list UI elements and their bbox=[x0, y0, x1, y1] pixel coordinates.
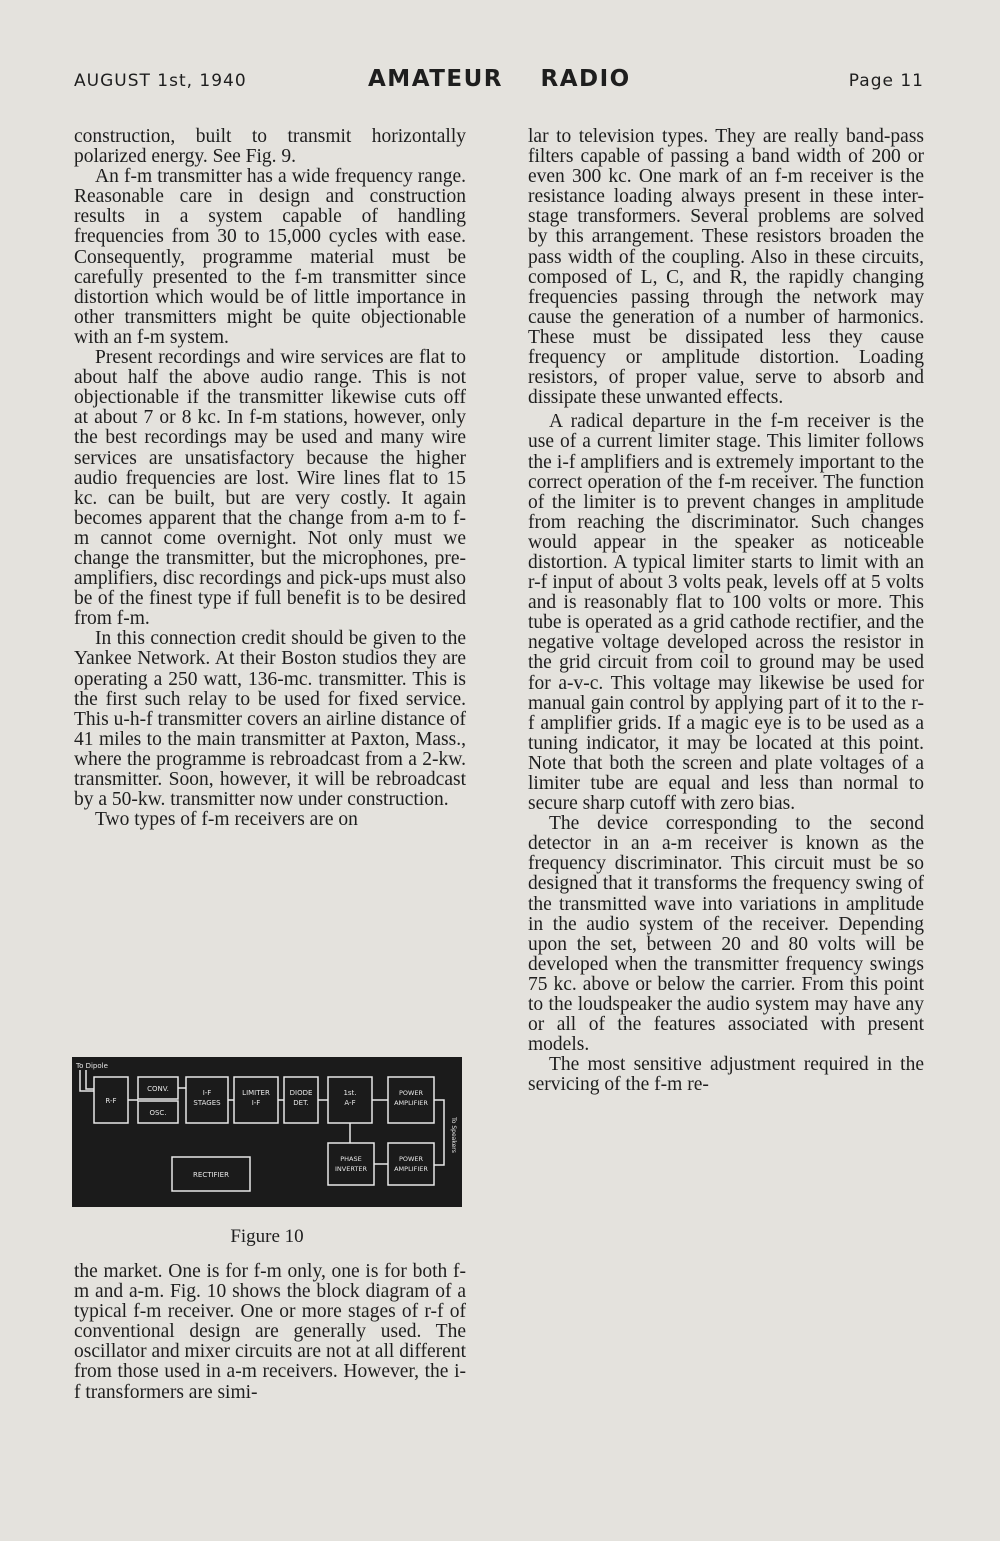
paragraph: A radical departure in the f-m receiver is the use of a current limiter stage. This limiter follows the i-f amplifiers and is extremely important to the correct operation of the f-m receiver. The function of the limiter is to prevent changes in amplitude from reaching the discriminator. Such changes would appear in the speaker as noticeable distortion. A typical limiter starts to limit with an r-f input of about 3 volts peak, levels off at 5 volts and is reasonably flat to 100 volts or more. This tube is operated as a grid cathode rectifier, and the negative voltage developed across the resistor in the grid circuit from coil to ground may be used for a-v-c. This voltage may likewise be used for manual gain control by applying part of it to the r-f amplifier grids. If a magic eye is to be used as a tuning indicator, it may be located at this point. Note that both the screen and plate voltages of a limiter tube are equal and less than normal to secure sharp cutoff with zero bias. bbox=[528, 411, 924, 815]
paragraph: The most sensitive adjustment required in the servicing of the f-m re- bbox=[528, 1054, 924, 1096]
power-amplifier-block-2 bbox=[388, 1143, 434, 1185]
svg-text:RECTIFIER: RECTIFIER bbox=[193, 1171, 229, 1179]
svg-text:OSC.: OSC. bbox=[149, 1109, 167, 1117]
page-number: Page 11 bbox=[848, 71, 924, 91]
speakers-label: To Speakers bbox=[450, 1117, 457, 1153]
left-column-bottom bbox=[74, 1262, 466, 1403]
svg-text:LIMITER: LIMITER bbox=[242, 1089, 270, 1097]
paragraph: construction, built to transmit horizontally polarized energy. See Fig. 9. bbox=[74, 126, 466, 168]
svg-text:I-F: I-F bbox=[251, 1099, 261, 1107]
svg-text:AMPLIFIER: AMPLIFIER bbox=[394, 1165, 428, 1173]
svg-text:I-F: I-F bbox=[202, 1089, 212, 1097]
rectifier-block bbox=[172, 1157, 250, 1191]
diode-detector-block bbox=[284, 1077, 318, 1123]
svg-text:DET.: DET. bbox=[293, 1099, 309, 1107]
svg-text:POWER: POWER bbox=[398, 1089, 424, 1097]
if-stages-block bbox=[186, 1077, 228, 1123]
dipole-label: To Dipole bbox=[76, 1062, 108, 1070]
converter-block bbox=[138, 1077, 178, 1099]
paragraph: The device corresponding to the second detector in an a-m receiver is known as the frequency discriminator. This circuit must be so designed that it transforms the frequency swing of the transmitted wave into variations in amplitude in the audio system of the receiver. Depending upon the set, between 20 and 80 volts will be developed when the transmitter frequency swings 75 kc. above or below the carrier. From this point to the loudspeaker the audio system may have any or all of the features associated with present models. bbox=[528, 813, 924, 1056]
figure-caption: Figure 10 bbox=[230, 1226, 304, 1247]
phase-inverter-block bbox=[328, 1143, 374, 1185]
svg-text:A-F: A-F bbox=[344, 1099, 356, 1107]
svg-text:STAGES: STAGES bbox=[193, 1099, 221, 1107]
svg-text:DIODE: DIODE bbox=[289, 1089, 313, 1097]
issue-date: AUGUST 1st, 1940 bbox=[74, 71, 247, 91]
paragraph: the market. One is for f-m only, one is for both f-m and a-m. Fig. 10 shows the block diagram of a typical f-m receiver. One or more stages of r-f of conventional design are generally used. The oscillator and mixer circuits are not at all different from those used in a-m receivers. However, the i-f transformers are simi- bbox=[74, 1261, 466, 1403]
right-column bbox=[528, 127, 924, 1096]
paragraph: In this connection credit should be given to the Yankee Network. At their Boston studios they are operating a 250 watt, 136-mc. transmitter. This is the first such relay to be used for fixed service. This u-h-f transmitter covers an airline distance of 41 miles to the main transmitter at Paxton, Mass., where the programme is rebroadcast from a 2-kw. transmitter. Soon, however, it will be rebroadcast by a 50-kw. transmitter now under construction. bbox=[74, 628, 466, 811]
svg-text:PHASE: PHASE bbox=[340, 1155, 362, 1163]
first-af-block bbox=[328, 1077, 372, 1123]
oscillator-block bbox=[138, 1101, 178, 1123]
page-header bbox=[74, 66, 924, 100]
svg-text:CONV.: CONV. bbox=[147, 1085, 169, 1093]
block-diagram-figure bbox=[72, 1057, 462, 1207]
paragraph: An f-m transmitter has a wide frequency range. Reasonable care in design and construction results in a system capable of handling frequencies from 30 to 15,000 cycles with ease. Consequently, programme material must be carefully presented to the f-m transmitter since distortion which would be of little importance in other transmitters might be quite objectionable with an f-m system. bbox=[74, 166, 466, 348]
svg-text:1st.: 1st. bbox=[343, 1089, 357, 1097]
svg-text:AMPLIFIER: AMPLIFIER bbox=[394, 1099, 428, 1107]
svg-text:INVERTER: INVERTER bbox=[335, 1165, 367, 1173]
svg-text:POWER: POWER bbox=[398, 1155, 424, 1163]
paragraph: Present recordings and wire services are flat to about half the above audio range. This is not objectionable if the transmitter likewise cuts off at about 7 or 8 kc. In f-m stations, however, only the best recordings may be used and many wire services are unsatisfactory because the higher audio frequencies are lost. Wire lines flat to 15 kc. can be built, but are very costly. It again becomes apparent that the change from a-m to f-m cannot come overnight. Not only must we change the transmitter, but the microphones, pre-amplifiers, disc recordings and pick-ups must also be of the finest type if full benefit is to be desired from f-m. bbox=[74, 347, 466, 630]
power-amplifier-block bbox=[388, 1077, 434, 1123]
paragraph: Two types of f-m receivers are on bbox=[95, 809, 358, 831]
paragraph: lar to television types. They are really band-pass filters capable of passing a band width of 200 or even 300 kc. One mark of an f-m receiver is the resistance loading always present in these inter-stage transformers. Several problems are solved by this arrangement. These resistors broaden the pass width of the coupling. Also in these circuits, composed of L, C, and R, the rapidly changing frequencies passing through the network may cause the generation of a number of harmonics. These must be dissipated less they cause frequency or amplitude distortion. Loading resistors, of proper value, serve to absorb and dissipate these unwanted effects. bbox=[528, 126, 924, 409]
svg-text:R-F: R-F bbox=[105, 1097, 117, 1105]
rf-block bbox=[94, 1077, 128, 1123]
publication-title: AMATEUR RADIO bbox=[368, 66, 631, 92]
left-column-top bbox=[74, 127, 466, 830]
limiter-block bbox=[234, 1077, 278, 1123]
